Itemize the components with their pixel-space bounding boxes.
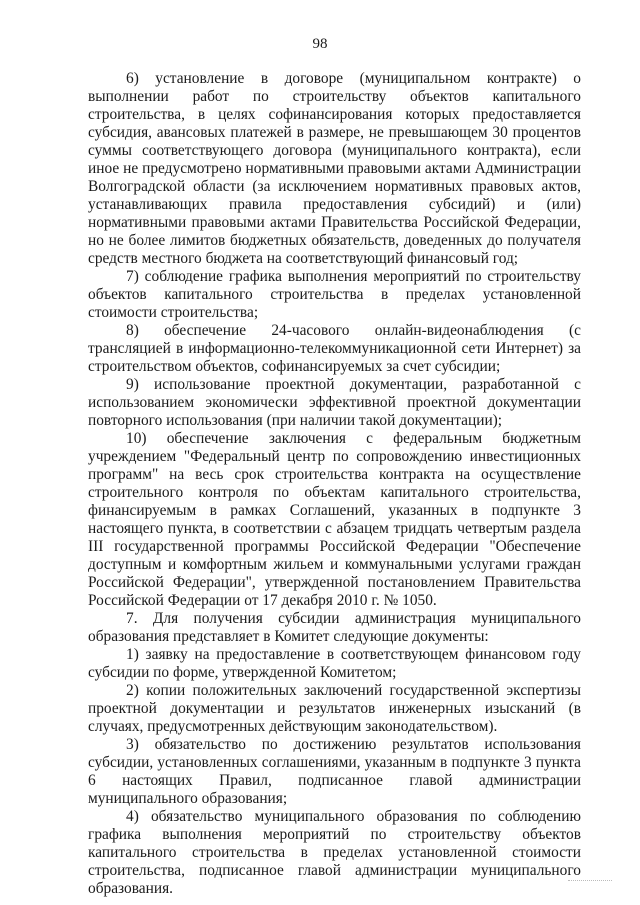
paragraph-item-10: 10) обеспечение заключения с федеральным бюджетным учреждением "Федеральный центр по сопровождению инвестиционных программ" на весь срок строительства контракта на осуществление строительного контроля по объектам капитального строительства, финансируемым в рамках Соглашений, указанных в подпункте 3 настоящего пункта, в соответствии с абзацем тридцать четвертым раздела III государственной программы Российской Федерации "Обеспечение доступным и комфортным жильем и коммунальными услугами граждан Российской Федерации", утвержденной постановлением Правительства Российской Федерации от 17 декабря 2010 г. № 1050. bbox=[88, 430, 581, 609]
paragraph-doc-2: 2) копии положительных заключений государственной экспертизы проектной документации и результатов инженерных изысканий (в случаях, предусмотренных действующим законодательством). bbox=[88, 682, 581, 735]
paragraph-section-7: 7. Для получения субсидии администрация муниципального образования представляет в Комитет следующие документы: bbox=[88, 610, 581, 645]
document-body bbox=[88, 70, 581, 898]
paragraph-item-7: 7) соблюдение графика выполнения мероприятий по строительству объектов капитального строительства в пределах установленной стоимости строительства; bbox=[88, 268, 581, 321]
scan-edge-mark bbox=[568, 880, 612, 882]
paragraph-doc-3: 3) обязательство по достижению результатов использования субсидии, установленных соглашениями, указанным в подпункте 3 пункта 6 настоящих Правил, подписанное главой администрации муниципального образования; bbox=[88, 736, 581, 807]
page-number: 98 bbox=[312, 36, 328, 52]
paragraph-item-6: 6) установление в договоре (муниципальном контракте) о выполнении работ по строительству объектов капитального строительства, в целях софинансирования которых предоставляется субсидия, авансовых платежей в размере, не превышающем 30 процентов суммы соответствующего договора (муниципального контракта), если иное не предусмотрено нормативными правовыми актами Администрации Волгоградской области (за исключением нормативных правовых актов, устанавливающих правила предоставления субсидий) и (или) нормативными правовыми актами Правительства Российской Федерации, но не более лимитов бюджетных обязательств, доведенных до получателя средств местного бюджета на соответствующий финансовый год; bbox=[88, 70, 581, 267]
paragraph-item-8: 8) обеспечение 24-часового онлайн-видеонаблюдения (с трансляцией в информационно-телекоммуникационной сети Интернет) за строительством объектов, софинансируемых за счет субсидии; bbox=[88, 322, 581, 375]
paragraph-item-9: 9) использование проектной документации, разработанной с использованием экономически эффективной проектной документации повторного использования (при наличии такой документации); bbox=[88, 376, 581, 429]
paragraph-doc-1: 1) заявку на предоставление в соответствующем финансовом году субсидии по форме, утвержденной Комитетом; bbox=[88, 646, 581, 681]
paragraph-doc-4: 4) обязательство муниципального образования по соблюдению графика выполнения мероприятий по строительству объектов капитального строительства в пределах установленной стоимости строительства, подписанное главой администрации муниципального образования. bbox=[88, 808, 581, 897]
